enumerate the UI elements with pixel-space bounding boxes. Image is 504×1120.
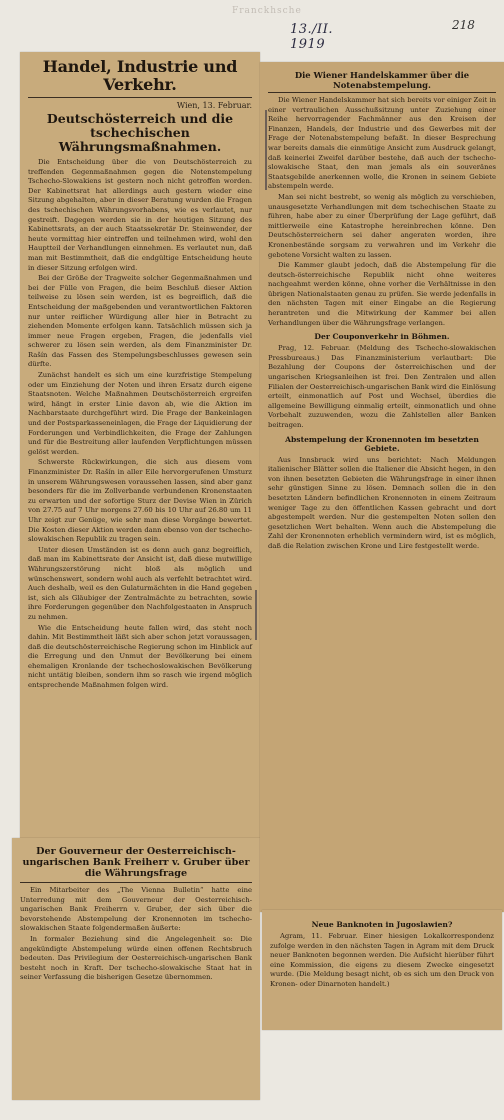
article-body: [268, 96, 496, 328]
paragraph: Agram, 11. Februar. Einer hiesigen Lokalkorrespondenz zufolge werden in den nächsten Tagen in Agram mit dem Druck neuer Banknoten begonnen werden. Die Aufsicht hierüber führt eine Kommission, die eigens zu diesem Zwecke eingesetzt wurde. (Die Meldung besagt nicht, ob es sich um den Druck von Kronen- oder Dinarnoten handelt.): [270, 932, 494, 988]
paragraph: Schwerste Rückwirkungen, die sich aus diesem vom Finanzminister Dr. Rašín in aller Eile hervorgerufenen Umsturz in unserem Währungswesen voraussehen lassen, sind aber ganz besonders für die im Zollverbande verbundenen Kronenstaaten zu erwarten und der sofortige Sturz der Devise Wien in Zürich von 27.75 auf 7 Uhr morgens 27.60 bis 10 Uhr auf 26.80 um 11 Uhr zeigt zur Genüge, wie sehr man diese Vorgänge bewertet. Die Kosten dieser Aktion werden dann ebenso von der tschecho-slowakischen Republik zu tragen sein.: [28, 458, 252, 544]
divider: [20, 882, 252, 883]
section-headline: Handel, Industrie und Verkehr.: [42, 57, 238, 94]
paragraph: Bei der Größe der Tragweite solcher Gegenmaßnahmen und bei der Fülle von Fragen, die beim Beschluß dieser Aktion teilweise zu lösen sein werden, ist es begreiflich, daß die Entscheidung der maßgebenden und verantwortlichen Faktoren nur unter reiflicher Würdigung aller hier in Betracht zu ziehenden Momente erfolgen kann. Tatsächlich müssen sich ja immer neue Fragen ergeben, Fragen, die jedenfalls viel schwerer zu lösen sein werden, als dem Finanzminister Dr. Rašín das Fassen des Stempelungsbeschlusses gewesen sein dürfte.: [28, 274, 252, 369]
handwritten-date: 13./II. 1919: [290, 22, 333, 52]
clipping-left-bottom: [12, 838, 260, 1100]
paragraph: Ein Mitarbeiter des „The Vienna Bulletin“ hatte eine Unterredung mit dem Gouverneur der Oesterreichisch-ungarischen Bank Freiherrn v. Gruber, der sich über die bevorstehende Abstempelung der Kronennoten im tschecho-slowakischen Staate folgendermaßen äußerte:: [20, 886, 252, 933]
clipping-right: [260, 62, 504, 912]
paragraph: Die Wiener Handelskammer hat sich bereits vor einiger Zeit in einer vertraulichen Ausschußsitzung unter Zuziehung einer Reihe hervorragender Fachmänner aus den Kreisen der Finanzen, Handels, der Industrie und des Gewerbes mit der Frage der Notenabstempelung befaßt. In dieser Besprechung war bereits damals die einmütige Ansicht zum Ausdruck gelangt, daß keinerlei Zweifel darüber bestehe, daß auch der tschecho-slowakische Staat, den man jemals als ein souveränes Staatsgebilde anerkennen wolle, die Kronen in seinem Gebiete abstempeln werde.: [268, 96, 496, 191]
article-body: [268, 344, 496, 430]
paragraph: Prag, 12. Februar. (Meldung des Tschecho-slowakischen Pressbureaus.) Das Finanzministerium verlautbart: Die Bezahlung der Coupons der österreichischen und der ungarischen Kriegsanleihen ist frei. Den Zentralen und allen Filialen der Oesterreichisch-ungarischen Bank wird die Einlösung erteilt, einmonatlich auf Post und Wechsel, überdies die allgemeine Bewilligung einmalig erteilt, einmonatlich und ohne Vorbehalt zuzuwenden, wozu die Zahlstellen aller Banken beitragen.: [268, 344, 497, 429]
paragraph: Man sei nicht bestrebt, so wenig als möglich zu verschieben, unausgesetzte Verhandlungen mit dem tschechischen Staate zu führen, habe aber zu einer Überprüfung der Lage geführt, daß mittlerweile eine Katastrophe hereinbrechen könne. Den Deutschösterreichern sei daher angeraten worden, ihre Kronenbestände sorgsam zu verwahren und im Verkehr die gebotene Vorsicht walten zu lassen.: [268, 192, 496, 259]
archive-stamp: Franckhsche: [232, 6, 302, 16]
paragraph: Die Kammer glaubt jedoch, daß die Abstempelung für die deutsch-österreichische Republik nicht ohne weiteres nachgeahmt werden könne, ohne vorher die Verhältnisse in den übrigen Nationalstaaten genau zu prüfen. Sie werde jedenfalls in den nächsten Tagen mit einer Eingabe an die Regierung herantreten und die Mitwirkung der Kammer bei allen Verhandlungen über die Währungsfrage verlangen.: [268, 261, 496, 327]
section-title: Der Couponverkehr in Böhmen.: [314, 332, 450, 342]
pencil-mark: [265, 110, 267, 190]
article-title: Deutschösterreich und die tschechischen Währungsmaßnahmen.: [46, 111, 234, 154]
article-title: Die Wiener Handelskammer über die Notenabstempelung.: [268, 70, 496, 93]
section-title: Abstempelung der Kronennoten im besetzten Gebiete.: [285, 434, 479, 453]
pencil-mark: [255, 590, 257, 640]
paragraph: Die Entscheidung über die von Deutschösterreich zu treffenden Gegenmaßnahmen gegen die Notenstempelung Tschecho-Slowakiens ist gestern noch nicht getroffen worden. Der Kabinettsrat hat allerdings auch gestern wieder eine Sitzung abgehalten, aber in dieser Beratung wurden die Fragen des tschechischen Währungsvorhabens, wie es verlautet, nur gestreift. Dagegen werden sie in der heutigen Sitzung des Kabinettsrats, an der auch Staatssekretär Dr. Steinwender, der heute vormittag hier eintreffen und teilnehmen wird, wohl den Hauptteil der Verhandlungen einnehmen. Es verlautet nun, daß man mit Bestimmtheit, daß die endgültige Entscheidung heute in dieser Sitzung erfolgen wird.: [28, 158, 252, 272]
dateline: Wien, 13. Februar.: [176, 101, 252, 110]
paragraph: Zunächst handelt es sich um eine kurzfristige Stempelung oder um Einziehung der Noten und ihren Ersatz durch eigene Staatsnoten. Welche Maßnahmen Deutschösterreich ergreifen wird, hängt in erster Linie davon ab, wie die Aktion im Nachbarstaate durchgeführt wird. Die Frage der Bankeinlagen und der Postsparkasseneinlagen, die Frage der Liquidierung der Forderungen und Verbindlichkeiten, die Frage der Zahlungen und für die Bestreitung aller laufenden Verpflichtungen müssen gelöst werden.: [28, 371, 252, 456]
article-body: [28, 158, 252, 691]
article-body: [20, 886, 252, 983]
paragraph: Unter diesen Umständen ist es denn auch ganz begreiflich, daß man im Kabinettsrate der Ansicht ist, daß diese mutwillige Währungszerstörung nicht bloß als möglich und wünschenswert, sondern wohl auch als verfehlt betrachtet wird. Auch deshalb, weil es den Gulaturmächten in die Hand gegeben ist, sich als Gläubiger der Zentralmächte zu betrachten, sowie ihre Forderungen gegenüber den Nachfolgestaaten in Anspruch zu nehmen.: [28, 545, 252, 621]
archive-number: 218: [452, 18, 475, 32]
article-title: Der Gouverneur der Oesterreichisch-ungarischen Bank Freiherr v. Gruber über die Währungsfrage: [22, 846, 250, 879]
article-body: [270, 932, 494, 990]
section-title: Neue Banknoten in Jugoslawien?: [311, 920, 453, 929]
divider: [28, 97, 252, 98]
paragraph: Aus Innsbruck wird uns berichtet: Nach Meldungen italienischer Blätter sollen die Italiener die Absicht hegen, in den von ihnen besetzten Gebieten die Währungsfrage in einer ihnen sehr günstigen Sinne zu lösen. Demnach sollen die in den besetzten Ländern befindlichen Kronennoten in einem Zeitraum weniger Tage zu den öffentlichen Kassen gebracht und dort abgestempelt werden. Nur die gestempelten Noten sollen den gesetzlichen Wert behalten. Wenn auch die Abstempelung die Zahl der Kronennoten erheblich vermindern wird, ist es möglich, daß die Relation zwischen Krone und Lire festgestellt werde.: [268, 455, 496, 550]
article-body: [268, 456, 496, 552]
clipping-right-tail: [262, 910, 502, 1030]
clipping-left-main: [20, 52, 260, 842]
paragraph: Wie die Entscheidung heute fallen wird, das steht noch dahin. Mit Bestimmtheit läßt sich aber schon jetzt voraussagen, daß die deutschösterreichische Regierung schon im Hinblick auf die Erregung und den Unmut der Bevölkerung bei einem ehemaligen Kronlande der tschechoslowakischen Bevölkerung nicht untätig bleiben, sondern ihm so rasch wie irgend möglich entsprechende Maßnahmen folgen wird.: [28, 623, 252, 690]
paragraph: In formaler Beziehung sind die Angelegenheit so: Die angekündigte Abstempelung würde einen offenen Rechtsbruch bedeuten. Das Privilegium der Oesterreichisch-ungarischen Bank besteht noch in Kraft. Der tschecho-slowakische Staat hat in seiner Verfassung die bisherigen Gesetze übernommen.: [20, 934, 252, 982]
